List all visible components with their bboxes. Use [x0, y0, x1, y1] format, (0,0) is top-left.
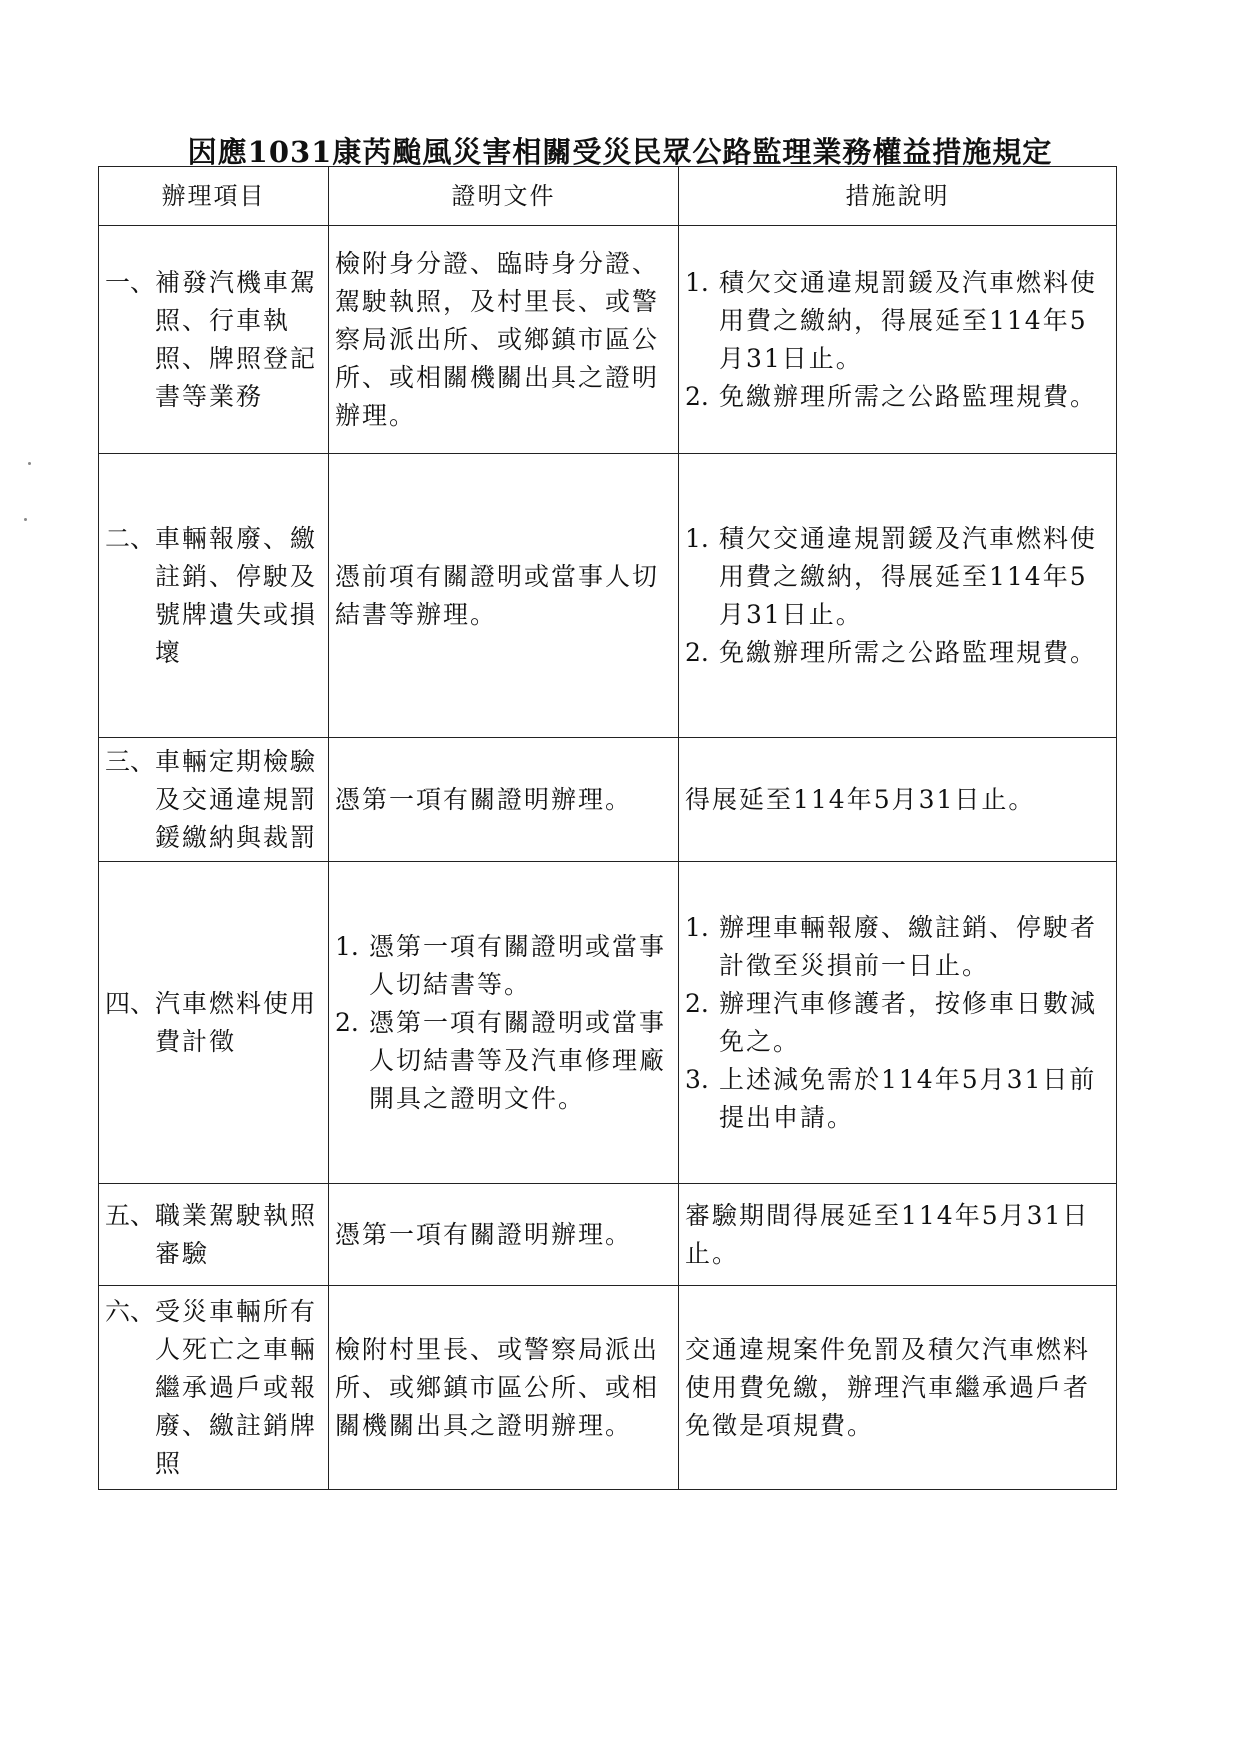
measure-text: 交通違規案件免罰及積欠汽車燃料使用費免繳，辦理汽車繼承過戶者免徵是項規費。: [685, 1334, 1091, 1440]
measure-item: 1. 積欠交通違規罰鍰及汽車燃料使用費之繳納，得展延至114年5月31日止。: [685, 523, 1098, 629]
document-title: 因應1031康芮颱風災害相關受災民眾公路監理業務權益措施規定: [187, 135, 1053, 169]
document-text: 憑第一項有關證明辦理。: [335, 784, 633, 814]
measure-cell: [679, 226, 1117, 454]
item-text: 補發汽機車駕照、行車執照、牌照登記書等業務: [155, 267, 318, 411]
table-row: [99, 738, 1117, 862]
measure-text: 審驗期間得展延至114年5月31日止。: [685, 1200, 1090, 1268]
table-row: [99, 1184, 1117, 1286]
item-cell: [99, 862, 329, 1184]
table-row: [99, 226, 1117, 454]
item-number: 二、: [105, 523, 156, 553]
item-text: 職業駕駛執照審驗: [155, 1200, 318, 1268]
document-item: 2. 憑第一項有關證明或當事人切結書等及汽車修理廠開具之證明文件。: [335, 1007, 667, 1113]
item-cell: [99, 226, 329, 454]
scan-speck: [28, 462, 31, 465]
measure-cell: [679, 1184, 1117, 1286]
document-cell: [329, 862, 679, 1184]
measure-cell: [679, 862, 1117, 1184]
header-measure: 措施說明: [679, 167, 1117, 226]
document-cell: [329, 454, 679, 738]
item-number: 四、: [105, 988, 156, 1018]
item-text: 車輛報廢、繳註銷、停駛及號牌遺失或損壞: [155, 523, 318, 667]
document-cell: [329, 1184, 679, 1286]
measure-item: 2. 免繳辦理所需之公路監理規費。: [685, 637, 1098, 667]
header-item: 辦理項目: [99, 167, 329, 226]
item-cell: [99, 454, 329, 738]
table-row: [99, 862, 1117, 1184]
document-cell: [329, 226, 679, 454]
document-cell: [329, 738, 679, 862]
document-cell: [329, 1286, 679, 1490]
document-text: 檢附村里長、或警察局派出所、或鄉鎮市區公所、或相關機關出具之證明辦理。: [335, 1334, 660, 1440]
table-row: [99, 1286, 1117, 1490]
item-number: 五、: [105, 1200, 156, 1230]
item-text: 汽車燃料使用費計徵: [155, 988, 318, 1056]
measure-cell: [679, 454, 1117, 738]
measure-item: 3. 上述減免需於114年5月31日前提出申請。: [685, 1064, 1097, 1132]
item-cell: [99, 738, 329, 862]
measure-item: 2. 免繳辦理所需之公路監理規費。: [685, 381, 1098, 411]
item-cell: [99, 1184, 329, 1286]
measure-cell: [679, 1286, 1117, 1490]
measure-text: 得展延至114年5月31日止。: [685, 784, 1036, 814]
item-number: 六、: [105, 1296, 156, 1326]
document-text: 憑前項有關證明或當事人切結書等辦理。: [335, 561, 660, 629]
item-number: 一、: [105, 267, 156, 297]
item-text: 車輛定期檢驗及交通違規罰鍰繳納與裁罰: [155, 746, 318, 852]
document-text: 檢附身分證、臨時身分證、駕駛執照，及村里長、或警察局派出所、或鄉鎮市區公所、或相關機關出具之證明辦理。: [335, 248, 660, 430]
measure-item: 1. 辦理車輛報廢、繳註銷、停駛者計徵至災損前一日止。: [685, 912, 1098, 980]
measure-item: 2. 辦理汽車修護者，按修車日數減免之。: [685, 988, 1098, 1056]
scan-speck: [24, 518, 27, 521]
item-text: 受災車輛所有人死亡之車輛繼承過戶或報廢、繳註銷牌照: [155, 1296, 318, 1478]
item-cell: [99, 1286, 329, 1490]
item-number: 三、: [105, 746, 156, 776]
table-row: [99, 454, 1117, 738]
measures-table: [98, 166, 1117, 1490]
measure-item: 1. 積欠交通違規罰鍰及汽車燃料使用費之繳納，得展延至114年5月31日止。: [685, 267, 1098, 373]
header-document: 證明文件: [329, 167, 679, 226]
measure-cell: [679, 738, 1117, 862]
document-text: 憑第一項有關證明辦理。: [335, 1219, 633, 1249]
table-header-row: [99, 167, 1117, 226]
document-item: 1. 憑第一項有關證明或當事人切結書等。: [335, 931, 667, 999]
